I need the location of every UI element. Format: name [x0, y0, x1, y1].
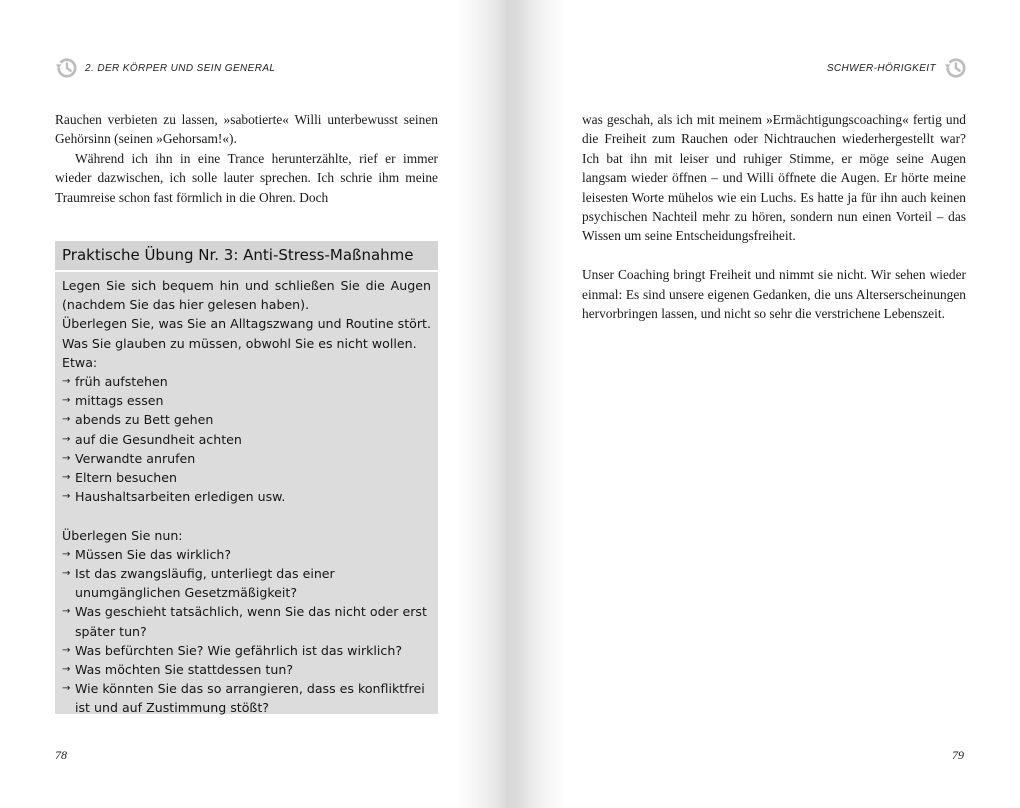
example-list	[62, 372, 431, 506]
exercise-body	[55, 272, 438, 714]
exercise-box	[55, 241, 438, 714]
list-item: → Haushaltsarbeiten erledigen usw.	[62, 487, 431, 506]
right-page-number: 79	[952, 748, 964, 762]
list-item: → mittags essen	[62, 391, 431, 410]
list-item: → Ist das zwangsläufig, unterliegt das einer unumgänglichen Gesetzmäßigkeit?	[62, 564, 431, 602]
right-paragraph-1: was geschah, als ich mit meinem »Ermächtigungscoaching« fertig und die Freiheit zum Rauchen oder Nichtrauchen wiederhergestellt war? Ich bat ihn mit leiser und ruhiger Stimme, er möge seine Augen langsam wieder öffnen – und Willi öffnete die Augen. Er hörte meine leisesten Worte mühelos wie ein Luchs. Es hatte ja für ihn auch keinen psychischen Nachteil mehr zu hören, sondern nun einen Vorteil – das Wissen um seine Entscheidungsfreiheit.	[582, 112, 966, 244]
list-item: → abends zu Bett gehen	[62, 410, 431, 429]
left-running-head-text: 2. DER KÖRPER UND SEIN GENERAL	[85, 62, 276, 74]
list-item: → Was möchten Sie stattdessen tun?	[62, 660, 431, 679]
exercise-intro-2: Überlegen Sie, was Sie an Alltagszwang und Routine stört. Was Sie glauben zu müssen, obwohl Sie es nicht wollen.	[62, 316, 431, 351]
right-running-head	[827, 56, 966, 80]
left-running-head	[55, 56, 275, 80]
right-paragraph-2: Unser Coaching bringt Freiheit und nimmt sie nicht. Wir sehen wieder einmal: Es sind unsere eigenen Gedanken, die uns Alterserscheinungen hervorbringen lassen, und nicht so sehr die verstrichene Lebenszeit.	[582, 267, 966, 322]
left-page	[0, 0, 490, 808]
list-item: → Was befürchten Sie? Wie gefährlich ist das wirklich?	[62, 641, 431, 660]
right-running-head-text: SCHWER-HÖRIGKEIT	[826, 62, 936, 74]
list-item: → Eltern besuchen	[62, 468, 431, 487]
left-body-text	[55, 110, 438, 207]
clock-icon	[55, 57, 77, 79]
exercise-intro-3: Etwa:	[62, 354, 98, 370]
list-item: → Was geschieht tatsächlich, wenn Sie das nicht oder erst später tun?	[62, 602, 431, 640]
left-paragraph-2: Während ich ihn in eine Trance herunterzählte, rief er immer wieder dazwischen, ich solle lauter sprechen. Ich schrie ihm meine Traumreise schon fast förmlich in die Ohren. Doch	[55, 150, 438, 205]
left-page-number: 78	[55, 748, 67, 762]
list-item: → Wie könnten Sie das so arrangieren, dass es konfliktfrei ist und auf Zustimmung stößt?	[62, 679, 431, 717]
exercise-title: Praktische Übung Nr. 3: Anti-Stress-Maßnahme	[55, 241, 438, 272]
list-item: → früh aufstehen	[62, 372, 431, 391]
clock-icon	[944, 57, 966, 79]
question-list	[62, 545, 431, 718]
questions-intro: Überlegen Sie nun:	[62, 527, 183, 543]
left-paragraph-1: Rauchen verbieten zu lassen, »sabotierte« Willi unterbewusst seinen Gehörsinn (seinen »Gehorsam!«).	[55, 112, 438, 147]
exercise-intro-1: Legen Sie sich bequem hin und schließen Sie die Augen (nachdem Sie das hier gelesen haben).	[62, 278, 431, 313]
spacer	[62, 506, 431, 525]
right-body-text	[582, 110, 966, 323]
list-item: → auf die Gesundheit achten	[62, 430, 431, 449]
right-page	[520, 0, 1020, 808]
list-item: → Verwandte anrufen	[62, 449, 431, 468]
list-item: → Müssen Sie das wirklich?	[62, 545, 431, 564]
